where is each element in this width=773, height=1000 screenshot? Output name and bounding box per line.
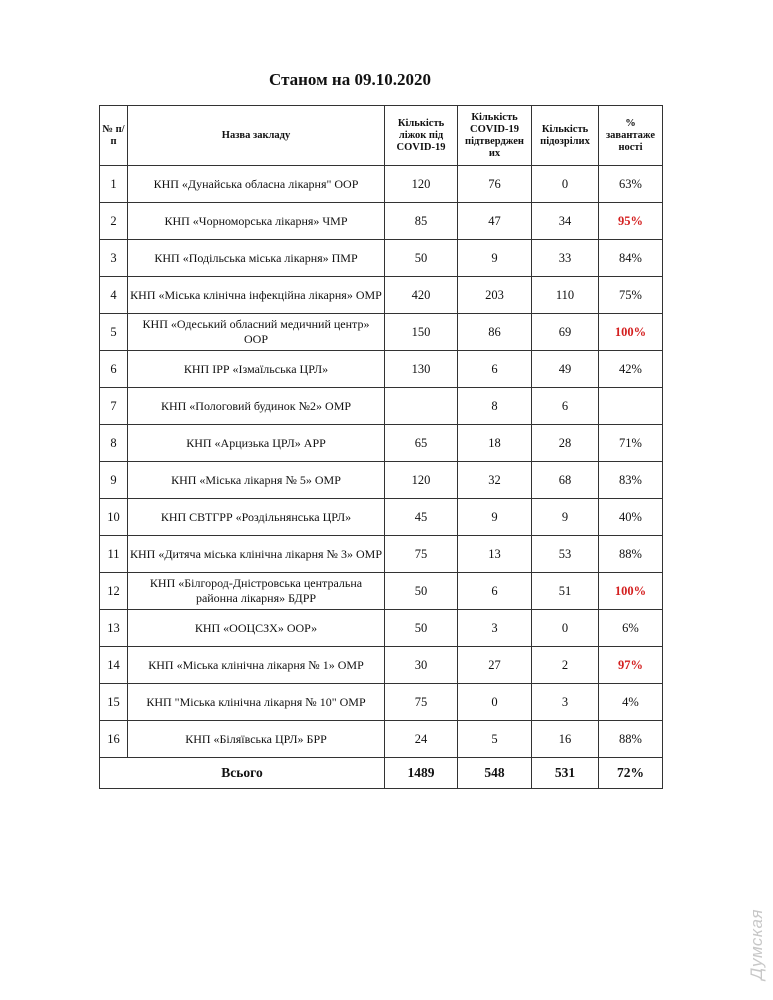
header-confirmed: Кількість COVID-19 підтверджен их [458,106,532,166]
row-beds: 50 [385,610,458,647]
row-confirmed: 8 [458,388,532,425]
row-name: КНП «Білгород-Дністровська центральна районна лікарня» БДРР [128,573,385,610]
total-row [100,758,663,789]
row-load: 4% [599,684,663,721]
row-suspected: 69 [532,314,599,351]
row-number: 15 [100,684,128,721]
row-load: 84% [599,240,663,277]
row-beds: 50 [385,573,458,610]
row-name: КНП «Одеський обласний медичний центр» ООР [128,314,385,351]
row-beds: 65 [385,425,458,462]
table-row [100,499,663,536]
row-confirmed: 6 [458,351,532,388]
table-row [100,351,663,388]
row-load [599,388,663,425]
row-confirmed: 0 [458,684,532,721]
row-load: 75% [599,277,663,314]
row-load: 95% [599,203,663,240]
table-row [100,573,663,610]
row-name: КНП ІРР «Ізмаїльська ЦРЛ» [128,351,385,388]
row-beds: 75 [385,684,458,721]
row-beds: 30 [385,647,458,684]
row-load: 63% [599,166,663,203]
row-confirmed: 3 [458,610,532,647]
row-load: 71% [599,425,663,462]
row-number: 13 [100,610,128,647]
row-number: 11 [100,536,128,573]
row-beds: 150 [385,314,458,351]
row-load: 42% [599,351,663,388]
header-beds: Кількість ліжок під COVID-19 [385,106,458,166]
row-confirmed: 6 [458,573,532,610]
table-row [100,536,663,573]
row-number: 5 [100,314,128,351]
row-beds [385,388,458,425]
row-suspected: 110 [532,277,599,314]
row-number: 16 [100,721,128,758]
hospital-table [99,105,663,789]
total-confirmed: 548 [458,758,532,789]
row-confirmed: 76 [458,166,532,203]
row-number: 10 [100,499,128,536]
row-number: 3 [100,240,128,277]
row-number: 1 [100,166,128,203]
row-suspected: 33 [532,240,599,277]
row-confirmed: 203 [458,277,532,314]
row-name: КНП «Подільська міська лікарня» ПМР [128,240,385,277]
row-confirmed: 18 [458,425,532,462]
table-row [100,462,663,499]
row-beds: 24 [385,721,458,758]
header-suspected: Кількість підозрілих [532,106,599,166]
header-name: Назва закладу [128,106,385,166]
row-confirmed: 86 [458,314,532,351]
row-name: КНП «Чорноморська лікарня» ЧМР [128,203,385,240]
row-load: 100% [599,573,663,610]
row-number: 6 [100,351,128,388]
header-load: % завантаже ності [599,106,663,166]
row-number: 8 [100,425,128,462]
row-beds: 50 [385,240,458,277]
row-suspected: 0 [532,166,599,203]
row-confirmed: 5 [458,721,532,758]
page-title: Станом на 09.10.2020 [269,70,431,89]
row-load: 97% [599,647,663,684]
table-row [100,647,663,684]
table-row [100,610,663,647]
row-suspected: 3 [532,684,599,721]
row-confirmed: 27 [458,647,532,684]
row-name: КНП «Дунайська обласна лікарня" ООР [128,166,385,203]
row-number: 9 [100,462,128,499]
row-confirmed: 13 [458,536,532,573]
row-number: 7 [100,388,128,425]
header-row [100,106,663,166]
row-suspected: 6 [532,388,599,425]
table-row [100,277,663,314]
table-row [100,684,663,721]
table-row [100,425,663,462]
row-name: КНП «Міська клінічна лікарня № 1» ОМР [128,647,385,684]
table-row [100,388,663,425]
row-suspected: 34 [532,203,599,240]
header-number: № п/п [100,106,128,166]
total-suspected: 531 [532,758,599,789]
row-suspected: 68 [532,462,599,499]
row-name: КНП «Арцизька ЦРЛ» АРР [128,425,385,462]
table-row [100,240,663,277]
row-suspected: 53 [532,536,599,573]
row-name: КНП «Біляївська ЦРЛ» БРР [128,721,385,758]
row-name: КНП «Дитяча міська клінічна лікарня № 3» ОМР [128,536,385,573]
row-suspected: 0 [532,610,599,647]
row-suspected: 16 [532,721,599,758]
row-load: 88% [599,721,663,758]
row-load: 6% [599,610,663,647]
row-name: КНП «Міська клінічна інфекційна лікарня» ОМР [128,277,385,314]
total-beds: 1489 [385,758,458,789]
table-row [100,203,663,240]
row-suspected: 28 [532,425,599,462]
row-number: 4 [100,277,128,314]
row-confirmed: 32 [458,462,532,499]
table-row [100,721,663,758]
row-number: 2 [100,203,128,240]
row-beds: 75 [385,536,458,573]
row-name: КНП «Пологовий будинок №2» ОМР [128,388,385,425]
row-suspected: 51 [532,573,599,610]
row-beds: 130 [385,351,458,388]
row-beds: 120 [385,166,458,203]
row-load: 88% [599,536,663,573]
table-row [100,314,663,351]
row-suspected: 49 [532,351,599,388]
row-suspected: 9 [532,499,599,536]
row-confirmed: 9 [458,240,532,277]
watermark: Думская [747,909,766,980]
row-confirmed: 9 [458,499,532,536]
row-number: 14 [100,647,128,684]
row-load: 83% [599,462,663,499]
row-name: КНП «ООЦСЗХ» ООР» [128,610,385,647]
row-load: 40% [599,499,663,536]
row-suspected: 2 [532,647,599,684]
row-beds: 85 [385,203,458,240]
table-row [100,166,663,203]
row-beds: 45 [385,499,458,536]
row-beds: 120 [385,462,458,499]
row-name: КНП «Міська лікарня № 5» ОМР [128,462,385,499]
row-name: КНП СВТГРР «Роздільнянська ЦРЛ» [128,499,385,536]
row-confirmed: 47 [458,203,532,240]
row-load: 100% [599,314,663,351]
row-number: 12 [100,573,128,610]
row-name: КНП "Міська клінічна лікарня № 10" ОМР [128,684,385,721]
total-label: Всього [100,758,385,789]
total-load: 72% [599,758,663,789]
row-beds: 420 [385,277,458,314]
